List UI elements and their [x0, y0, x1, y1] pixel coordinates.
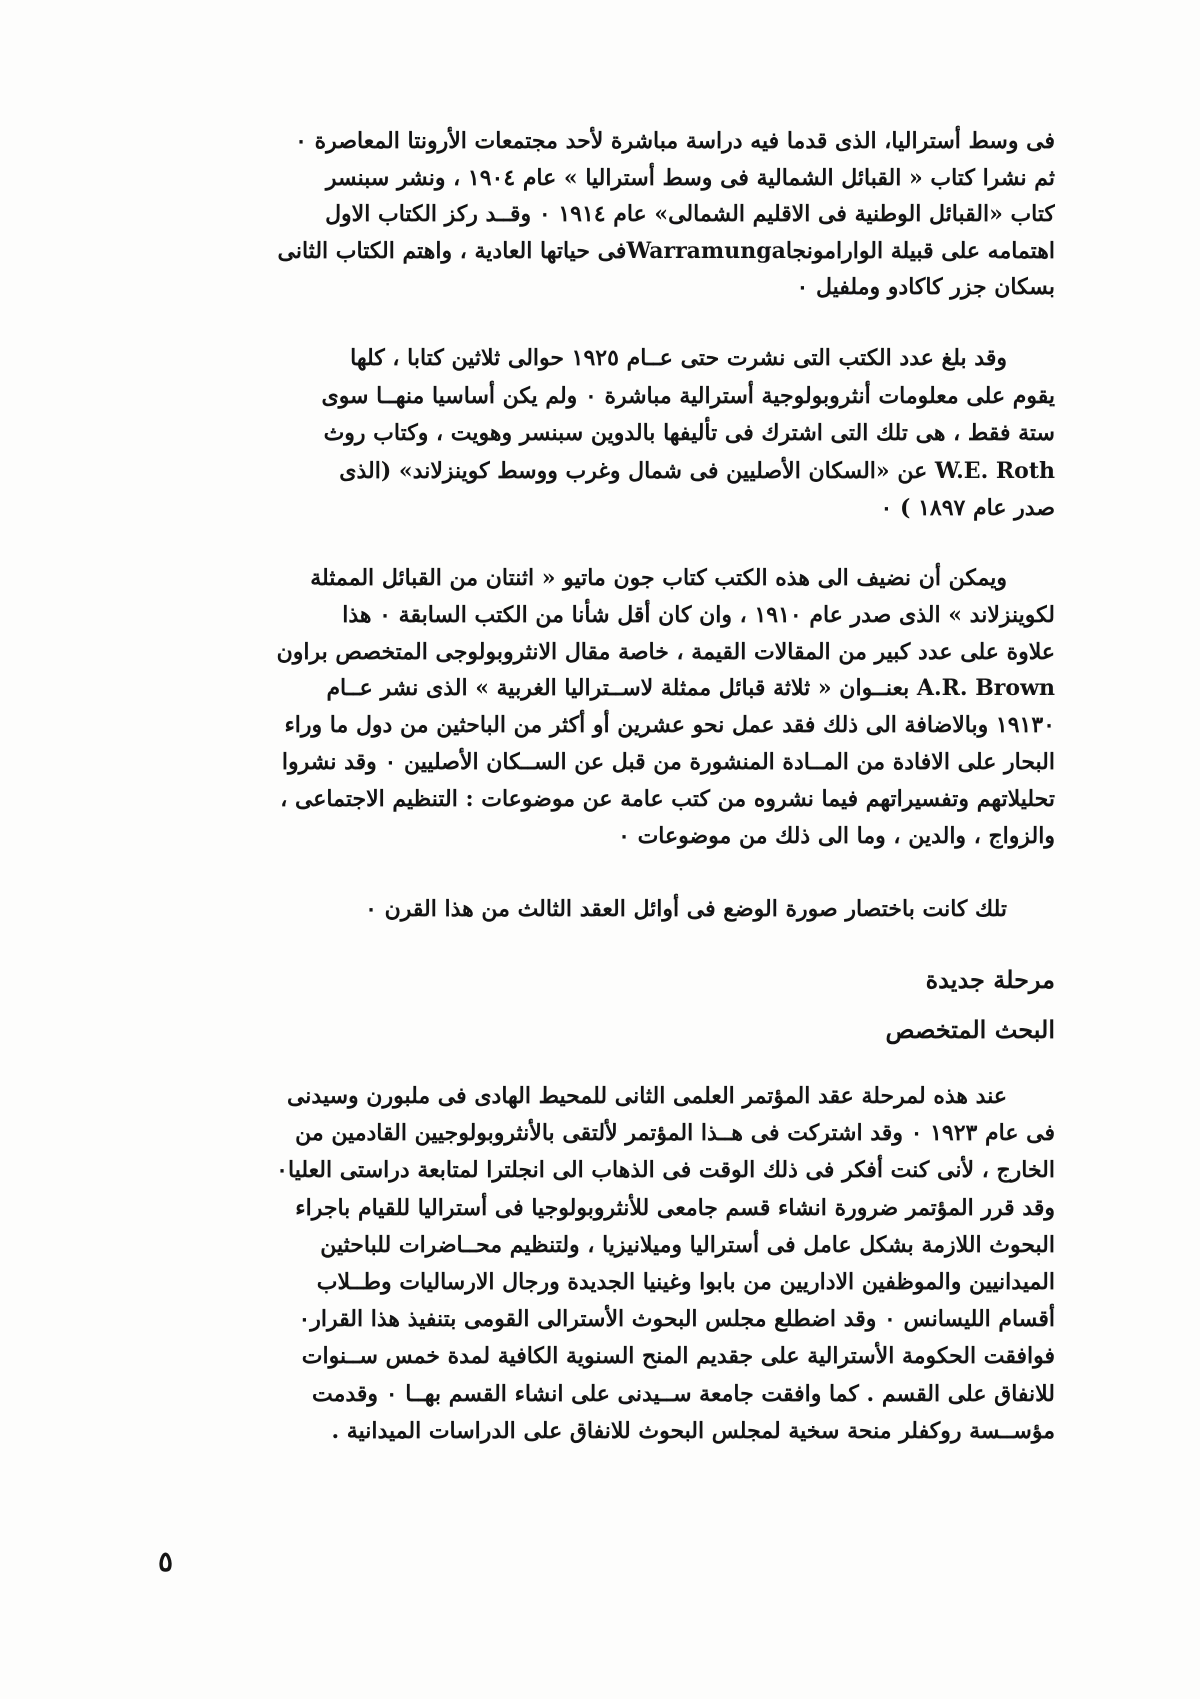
section-heading-new-phase: [150, 960, 1055, 1000]
paragraph-3-line-2: لكوينزلاند » الذى صدر عام ١٩١٠ ، وان كان أقل شأنا من الكتب السابقة ٠ هذا: [342, 601, 1055, 628]
paragraph-2-line-5: صدر عام ١٨٩٧ ) ٠: [880, 495, 1055, 521]
paragraph-1: [150, 123, 1055, 306]
paragraph-3: [150, 560, 1055, 854]
paragraph-5-line-8: فوافقت الحكومة الأسترالية على جقديم المنح السنوية الكافية لمدة خمس ســنوات: [301, 1343, 1055, 1370]
paragraph-4-line-1: تلك كانت باختصار صورة الوضع فى أوائل العقد الثالث من هذا القرن ٠: [365, 896, 1007, 922]
paragraph-2-line-3: ستة فقط ، هى تلك التى اشترك فى تأليفها بالدوين سبنسر وهويت ، وكتاب روث: [323, 420, 1055, 446]
paragraph-5-line-6: الميدانيين والموظفين الاداريين من بابوا وغينيا الجديدة ورجال الارساليات وطــلاب: [316, 1269, 1055, 1296]
section-heading-specialized-research: [150, 1010, 1055, 1050]
heading-2-text: البحث المتخصص: [885, 1015, 1055, 1044]
paragraph-5-line-1: عند هذه لمرحلة عقد المؤتمر العلمى الثانى للمحيط الهادى فى ملبورن وسيدنى: [286, 1083, 1007, 1109]
paragraph-5-line-3: الخارج ، لأنى كنت أفكر فى ذلك الوقت فى الذهاب الى انجلترا لمتابعة دراستى العليا٠: [276, 1157, 1055, 1184]
paragraph-1-line-2: ثم نشرا كتاب « القبائل الشمالية فى وسط أستراليا » عام ١٩٠٤ ، ونشر سبنسر: [325, 164, 1055, 191]
paragraph-2-line-1: وقد بلغ عدد الكتب التى نشرت حتى عــام ١٩٢٥ حوالى ثلاثين كتابا ، كلها: [350, 345, 1007, 371]
paragraph-3-line-4: A.R. Brown بعنــوان « ثلاثة قبائل ممثلة لاســتراليا الغربية » الذى نشر عــام: [326, 675, 1055, 702]
paragraph-3-line-6: البحار على الافادة من المــادة المنشورة من قبل عن الســكان الأصليين ٠ وقد نشروا: [281, 748, 1055, 775]
paragraph-5-line-5: البحوث اللازمة بشكل عامل فى أستراليا وميلانيزيا ، ولتنظيم محــاضرات للباحثين: [320, 1231, 1055, 1258]
paragraph-4: [150, 891, 1055, 927]
heading-1-text: مرحلة جديدة: [925, 965, 1055, 994]
paragraph-5: [150, 1078, 1055, 1450]
paragraph-5-line-4: وقد قرر المؤتمر ضرورة انشاء قسم جامعى للأنثروبولوجيا فى أستراليا للقيام باجراء: [295, 1194, 1055, 1221]
paragraph-3-line-5: ١٩١٣٠ وبالاضافة الى ذلك فقد عمل نحو عشرين أو أكثر من الباحثين من دول ما وراء: [284, 712, 1055, 739]
paragraph-1-line-3: كتاب «القبائل الوطنية فى الاقليم الشمالى» عام ١٩١٤ ٠ وقــد ركز الكتاب الاول: [325, 201, 1055, 227]
paragraph-3-line-1: ويمكن أن نضيف الى هذه الكتب كتاب جون ماتيو « اثنتان من القبائل الممثلة: [310, 565, 1007, 591]
paragraph-1-line-4: اهتمامه على قبيلة الوارامونجاWarramungaفى حياتها العادية ، واهتم الكتاب الثانى: [277, 237, 1055, 264]
paragraph-1-line-1: فى وسط أستراليا، الذى قدما فيه دراسة مباشرة لأحد مجتمعات الأرونتا المعاصرة ٠: [295, 128, 1055, 154]
paragraph-2-line-4: W.E. Roth عن «السكان الأصليين فى شمال وغرب ووسط كوينزلاند» (الذى: [339, 457, 1055, 484]
paragraph-2-line-2: يقوم على معلومات أنثروبولوجية أسترالية مباشرة ٠ ولم يكن أساسيا منهــا سوى: [321, 382, 1055, 409]
paragraph-5-line-7: أقسام الليسانس ٠ وقد اضطلع مجلس البحوث الأسترالى القومى بتنفيذ هذا القرار٠: [298, 1306, 1055, 1333]
paragraph-3-line-3: علاوة على عدد كبير من المقالات القيمة ، خاصة مقال الانثروبولوجى المتخصص براون: [276, 638, 1055, 665]
paragraph-5-line-9: للانفاق على القسم . كما وافقت جامعة ســيدنى على انشاء القسم بهــا ٠ وقدمت: [311, 1380, 1055, 1407]
paragraph-3-line-7: تحليلاتهم وتفسيراتهم فيما نشروه من كتب عامة عن موضوعات : التنظيم الاجتماعى ،: [280, 785, 1055, 812]
paragraph-5-line-2: فى عام ١٩٢٣ ٠ وقد اشتركت فى هــذا المؤتمر لألتقى بالأنثروبولوجيين القادمين من: [295, 1120, 1055, 1147]
paragraph-1-line-5: بسكان جزر كاكادو وملفيل ٠: [796, 274, 1055, 300]
paragraph-2: [150, 340, 1055, 528]
paragraph-3-line-8: والزواج ، والدين ، وما الى ذلك من موضوعات ٠: [618, 822, 1055, 849]
page-number: ٥: [158, 1545, 174, 1578]
paragraph-5-line-10: مؤســسة روكفلر منحة سخية لمجلس البحوث للانفاق على الدراسات الميدانية .: [331, 1417, 1055, 1444]
